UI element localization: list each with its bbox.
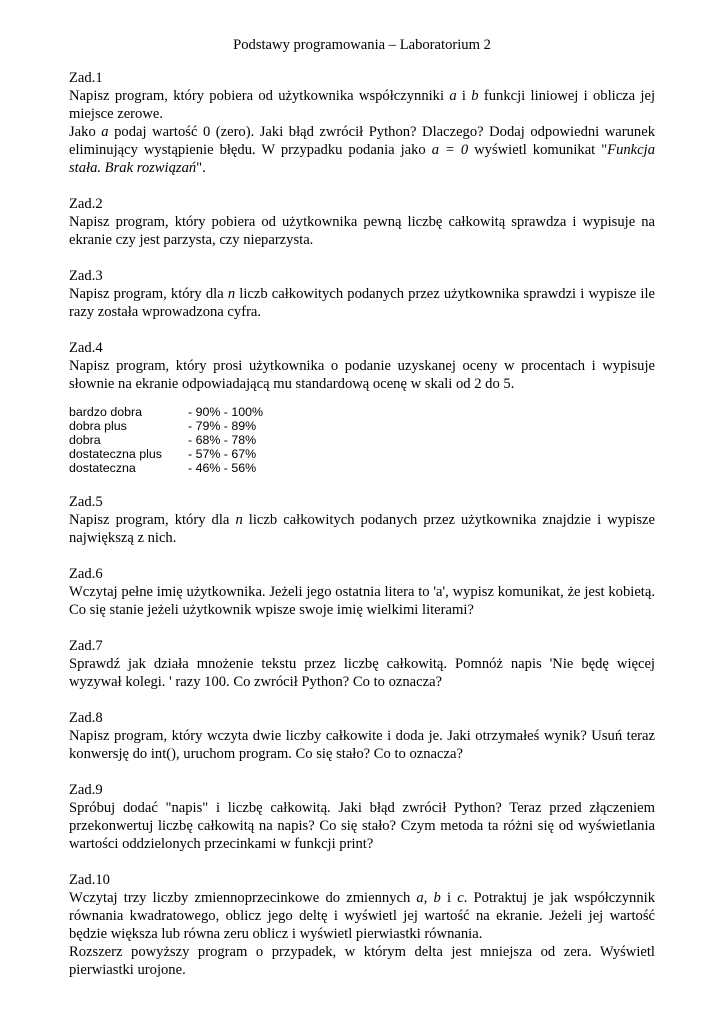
task-label: Zad.2 — [69, 196, 103, 212]
task-label: Zad.1 — [69, 70, 103, 86]
task-paragraph: Napisz program, który prosi użytkownika o podanie uzyskanej oceny w procentach i wypisuje słownie na ekranie odpowiadającą mu standardową ocenę w skali od 2 do 5. — [69, 358, 655, 392]
task-paragraph: Napisz program, który pobiera od użytkownika pewną liczbę całkowitą sprawdza i wypisuje na ekranie czy jest parzysta, czy nieparzysta. — [69, 214, 655, 248]
grade-row — [69, 405, 655, 419]
task-paragraph: Napisz program, który pobiera od użytkownika współczynniki a i b funkcji liniowej i oblicza jej miejsce zerowe. — [69, 88, 656, 122]
grade-row — [69, 461, 655, 475]
task-label: Zad.3 — [69, 268, 103, 284]
task-label: Zad.7 — [69, 638, 103, 654]
task-label: Zad.6 — [69, 566, 103, 582]
task-5 — [69, 493, 655, 547]
grade-name: dostateczna plus — [69, 447, 162, 461]
task-2 — [69, 195, 655, 249]
task-label: Zad.9 — [69, 782, 103, 798]
task-9 — [69, 781, 655, 853]
task-paragraph: Rozszerz powyższy program o przypadek, w którym delta jest mniejsza od zera. Wyświetl pierwiastki urojone. — [69, 944, 655, 978]
task-paragraph: Napisz program, który wczyta dwie liczby całkowite i doda je. Jaki otrzymałeś wynik? Usuń teraz konwersję do int(), uruchom program. Co się stało? Co to oznacza? — [69, 728, 655, 762]
task-6 — [69, 565, 655, 619]
task-4 — [69, 339, 655, 393]
task-label: Zad.5 — [69, 494, 103, 510]
grade-row — [69, 433, 655, 447]
grade-name: dobra plus — [69, 419, 127, 433]
italic-term: a — [416, 890, 424, 906]
task-7 — [69, 637, 655, 691]
grade-row — [69, 419, 655, 433]
task-label: Zad.8 — [69, 710, 103, 726]
italic-term: c — [457, 890, 464, 906]
task-paragraph: Jako a podaj wartość 0 (zero). Jaki błąd zwrócił Python? Dlaczego? Dodaj odpowiedni warunek eliminujący wystąpienie błędu. W przypadku podania jako a = 0 wyświetl komunikat "Funkcja stała. Brak rozwiązań". — [69, 124, 655, 176]
task-paragraph: Napisz program, który dla n liczb całkowitych podanych przez użytkownika znajdzie i wypisze największą z nich. — [69, 512, 655, 546]
grade-range: - 68% - 78% — [188, 433, 257, 447]
document-page — [69, 36, 655, 997]
grade-range: - 46% - 56% — [188, 461, 257, 475]
task-label: Zad.4 — [69, 340, 103, 356]
task-10 — [69, 871, 655, 979]
task-paragraph: Napisz program, który dla n liczb całkowitych podanych przez użytkownika sprawdzi i wypisze ile razy została wprowadzona cyfra. — [69, 286, 656, 320]
task-1 — [69, 69, 655, 177]
italic-term: n — [235, 512, 243, 528]
page-title: Podstawy programowania – Laboratorium 2 — [233, 37, 491, 53]
grade-name: bardzo dobra — [69, 405, 143, 419]
italic-term: b — [433, 890, 441, 906]
task-paragraph: Wczytaj pełne imię użytkownika. Jeżeli jego ostatnia litera to 'a', wypisz komunikat, że jest kobietą. Co się stanie jeżeli użytkownik wpisze swoje imię wielkimi literami? — [69, 584, 655, 618]
grade-range: - 90% - 100% — [188, 405, 264, 419]
italic-term: a = 0 — [431, 142, 469, 158]
grade-scale-table — [69, 405, 655, 475]
italic-term: a — [449, 88, 457, 104]
task-list — [69, 69, 655, 979]
grade-range: - 79% - 89% — [188, 419, 257, 433]
task-8 — [69, 709, 655, 763]
italic-term: n — [227, 286, 236, 302]
task-3 — [69, 267, 655, 321]
italic-term: a — [101, 124, 109, 140]
grade-row — [69, 447, 655, 461]
italic-term: b — [471, 88, 479, 104]
grade-name: dostateczna — [69, 461, 136, 475]
task-paragraph: Wczytaj trzy liczby zmiennoprzecinkowe do zmiennych a, b i c. Potraktuj je jak współczynnik równania kwadratowego, oblicz jego deltę i wyświetl jej wartość na ekranie. Jeżeli jej wartość będzie większa lub równa zeru oblicz i wyświetl pierwiastki równania. — [69, 890, 656, 942]
task-label: Zad.10 — [69, 872, 110, 888]
task-paragraph: Sprawdź jak działa mnożenie tekstu przez liczbę całkowitą. Pomnóż napis 'Nie będę więcej wyzywał kolegi. ' razy 100. Co zwrócił Python? Co to oznacza? — [69, 656, 655, 690]
task-paragraph: Spróbuj dodać "napis" i liczbę całkowitą. Jaki błąd zwrócił Python? Teraz przed złączeniem przekonwertuj liczbę całkowitą na napis? Co się stało? Czym metoda ta różni się od wyświetlania wartości oddzielonych przecinkami w funkcji print? — [69, 800, 655, 852]
grade-range: - 57% - 67% — [188, 447, 257, 461]
grade-name: dobra — [69, 433, 101, 447]
italic-term: Funkcja stała. Brak rozwiązań — [69, 142, 655, 176]
